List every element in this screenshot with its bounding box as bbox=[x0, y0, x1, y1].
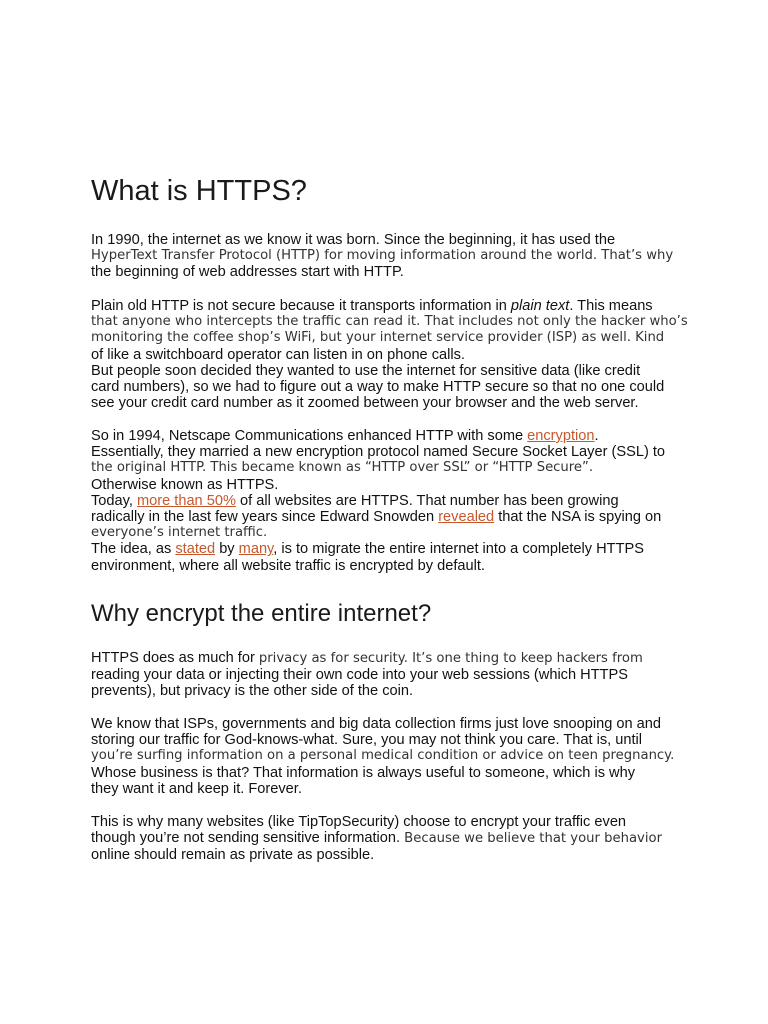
plain-line: see your credit card number as it zoomed between your browser and the web server. bbox=[91, 395, 639, 412]
history-text: by bbox=[215, 541, 239, 558]
plain-line: of like a switchboard operator can listen in on phone calls. bbox=[91, 346, 465, 363]
history-line bbox=[91, 509, 691, 525]
closing-paragraph bbox=[91, 814, 691, 864]
plain-text: Plain old HTTP is not secure because it transports information in bbox=[91, 298, 511, 314]
history-line: Otherwise known as HTTPS. bbox=[91, 476, 279, 493]
closing-text: though you’re not sending sensitive information. bbox=[91, 830, 405, 847]
history-text: . bbox=[594, 428, 599, 444]
isps-line: storing our traffic for God-knows-what. Sure, you may not think you care. That is, until bbox=[91, 732, 643, 749]
privacy-text: privacy as for security. It’s one thing to keep hackers from bbox=[258, 651, 643, 666]
history-line: Essentially, they married a new encryption protocol named Secure Socket Layer (SSL) to bbox=[91, 444, 666, 461]
plain-line bbox=[91, 298, 691, 314]
many-link[interactable]: many bbox=[238, 541, 274, 558]
intro-line: the beginning of web addresses start with HTTP. bbox=[91, 264, 404, 281]
encryption-link[interactable]: encryption bbox=[527, 428, 595, 444]
privacy-paragraph bbox=[91, 650, 691, 700]
plain-line: card numbers), so we had to figure out a way to make HTTP secure so that no one could bbox=[91, 379, 665, 396]
plain-http-paragraph bbox=[91, 298, 691, 411]
history-text: radically in the last few years since Edward Snowden bbox=[91, 509, 439, 526]
plain-line: monitoring the coffee shop’s WiFi, but your internet service provider (ISP) as well. Kind bbox=[91, 330, 665, 346]
history-line bbox=[91, 493, 691, 509]
history-line bbox=[91, 428, 691, 444]
privacy-line: prevents), but privacy is the other side of the coin. bbox=[91, 683, 414, 700]
history-line: environment, where all website traffic is encrypted by default. bbox=[91, 557, 485, 574]
isps-line: We know that ISPs, governments and big data collection firms just love snooping on and bbox=[91, 716, 662, 732]
history-line: the original HTTP. This became known as “HTTP over SSL” or “HTTP Secure”. bbox=[91, 460, 594, 476]
section-heading: Why encrypt the entire internet? bbox=[91, 600, 432, 627]
isps-line: Whose business is that? That information is always useful to someone, which is why bbox=[91, 764, 636, 781]
history-text: of all websites are HTTPS. That number has been growing bbox=[235, 492, 619, 509]
history-text: that the NSA is spying on bbox=[494, 509, 662, 526]
history-text: , is to migrate the entire internet into a completely HTTPS bbox=[273, 541, 644, 558]
plain-text: . This means bbox=[569, 298, 653, 314]
closing-line: online should remain as private as possible. bbox=[91, 847, 375, 864]
history-text: So in 1994, Netscape Communications enhanced HTTP with some bbox=[91, 428, 528, 444]
history-text: The idea, as bbox=[91, 541, 176, 558]
revealed-link[interactable]: revealed bbox=[438, 509, 495, 526]
more-than-50-link[interactable]: more than 50% bbox=[136, 492, 236, 509]
plain-line: that anyone who intercepts the traffic can read it. That includes not only the hacker who’s bbox=[91, 314, 688, 330]
closing-text: Because we believe that your behavior bbox=[404, 831, 663, 847]
isps-line: you’re surfing information on a personal medical condition or advice on teen pregnancy. bbox=[91, 748, 675, 764]
closing-line bbox=[91, 830, 691, 847]
history-text: Today, bbox=[91, 492, 137, 509]
intro-line: HyperText Transfer Protocol (HTTP) for moving information around the world. That’s why bbox=[91, 248, 674, 264]
isps-paragraph bbox=[91, 716, 691, 797]
history-line: everyone’s internet traffic. bbox=[91, 525, 268, 541]
page-title: What is HTTPS? bbox=[91, 175, 307, 207]
intro-line: In 1990, the internet as we know it was born. Since the beginning, it has used the bbox=[91, 232, 616, 248]
history-line bbox=[91, 541, 691, 557]
privacy-text: HTTPS does as much for bbox=[91, 650, 259, 666]
plain-line: But people soon decided they wanted to use the internet for sensitive data (like credit bbox=[91, 362, 641, 379]
history-paragraph bbox=[91, 428, 691, 574]
privacy-line bbox=[91, 650, 691, 667]
privacy-line: reading your data or injecting their own code into your web sessions (which HTTPS bbox=[91, 667, 628, 684]
closing-line: This is why many websites (like TipTopSecurity) choose to encrypt your traffic even bbox=[91, 814, 627, 830]
plain-text-emphasis: plain text bbox=[510, 298, 570, 314]
isps-line: they want it and keep it. Forever. bbox=[91, 780, 302, 797]
stated-link[interactable]: stated bbox=[175, 541, 216, 558]
intro-paragraph bbox=[91, 232, 691, 281]
